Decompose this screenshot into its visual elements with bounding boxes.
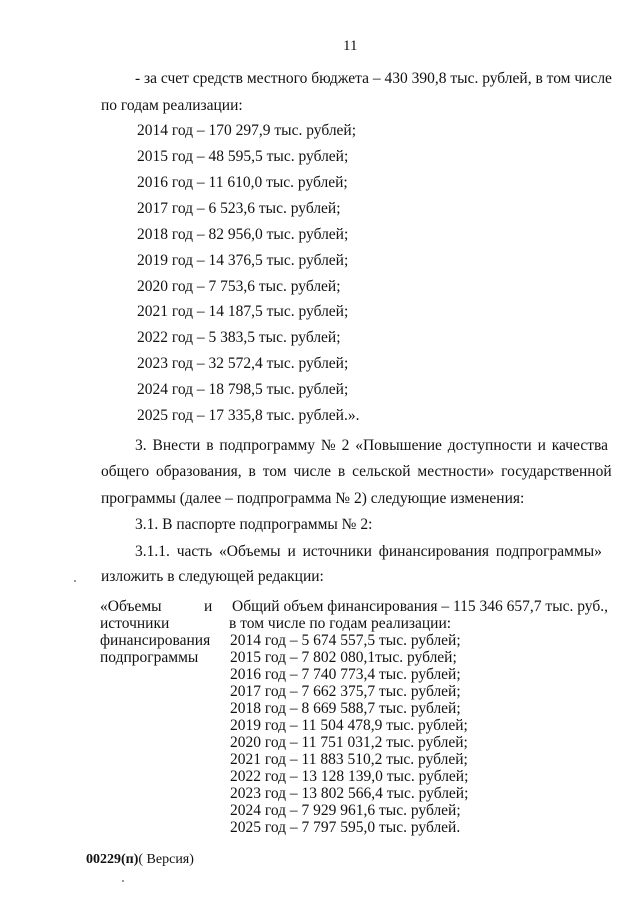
page-number: 11: [343, 38, 358, 54]
local-budget-year-2020: 2020 год – 7 753,6 тыс. рублей;: [137, 278, 341, 295]
financing-year-2025: 2025 год – 7 797 595,0 тыс. рублей.: [230, 819, 461, 836]
financing-label-line3: финансирования: [100, 632, 211, 649]
financing-year-2022: 2022 год – 13 128 139,0 тыс. рублей;: [230, 768, 469, 785]
financing-label-line1: [100, 598, 213, 615]
financing-label-line4: подпрограммы: [100, 649, 199, 666]
local-budget-year-2014: 2014 год – 170 297,9 тыс. рублей;: [137, 122, 357, 139]
item3-line3: программы (далее – подпрограмма № 2) следующие изменения:: [101, 490, 525, 507]
local-budget-year-2021: 2021 год – 14 187,5 тыс. рублей;: [137, 303, 349, 320]
item311-line1: 3.1.1. часть «Объемы и источники финансирования подпрограммы»: [135, 543, 602, 560]
item3-line1: 3. Внести в подпрограмму № 2 «Повышение доступности и качества: [135, 437, 609, 454]
financing-year-2019: 2019 год – 11 504 478,9 тыс. рублей;: [230, 717, 468, 734]
financing-subtitle: в том числе по годам реализации:: [229, 615, 452, 632]
local-budget-year-2017: 2017 год – 6 523,6 тыс. рублей;: [137, 200, 341, 217]
local-budget-intro-line2: по годам реализации:: [101, 97, 243, 114]
footer-code: 00229(п): [86, 852, 139, 867]
financing-year-2024: 2024 год – 7 929 961,6 тыс. рублей;: [230, 802, 461, 819]
item311-line2: изложить в следующей редакции:: [101, 568, 324, 585]
local-budget-year-2022: 2022 год – 5 383,5 тыс. рублей;: [137, 329, 341, 346]
local-budget-year-2025: 2025 год – 17 335,8 тыс. рублей.».: [137, 407, 360, 424]
local-budget-year-2018: 2018 год – 82 956,0 тыс. рублей;: [137, 226, 349, 243]
financing-year-2014: 2014 год – 5 674 557,5 тыс. рублей;: [230, 632, 461, 649]
footer-version: ( Версия): [138, 852, 194, 867]
scan-speck: [74, 580, 76, 582]
footer: [86, 852, 194, 868]
financing-year-2016: 2016 год – 7 740 773,4 тыс. рублей;: [230, 666, 461, 683]
financing-year-2017: 2017 год – 7 662 375,7 тыс. рублей;: [230, 683, 461, 700]
financing-label-volumes: «Объемы: [100, 598, 162, 615]
local-budget-intro-line1: - за счет средств местного бюджета – 430 390,8 тыс. рублей, в том числе: [135, 70, 612, 87]
item31-text: 3.1. В паспорте подпрограммы № 2:: [135, 516, 373, 533]
financing-year-2023: 2023 год – 13 802 566,4 тыс. рублей;: [230, 785, 469, 802]
local-budget-year-2019: 2019 год – 14 376,5 тыс. рублей;: [137, 252, 349, 269]
item3-line2: общего образования, в том числе в сельской местности» государственной: [101, 463, 612, 480]
financing-year-2020: 2020 год – 11 751 031,2 тыс. рублей;: [230, 734, 468, 751]
financing-label-line2: источники: [100, 615, 170, 632]
financing-total: Общий объем финансирования – 115 346 657,7 тыс. руб.,: [232, 598, 608, 615]
financing-year-2021: 2021 год – 11 883 510,2 тыс. рублей;: [230, 751, 468, 768]
scan-speck: [122, 880, 124, 882]
local-budget-year-2015: 2015 год – 48 595,5 тыс. рублей;: [137, 148, 349, 165]
local-budget-year-2016: 2016 год – 11 610,0 тыс. рублей;: [137, 174, 348, 191]
local-budget-year-2023: 2023 год – 32 572,4 тыс. рублей;: [137, 355, 349, 372]
financing-year-2018: 2018 год – 8 669 588,7 тыс. рублей;: [230, 700, 461, 717]
local-budget-year-2024: 2024 год – 18 798,5 тыс. рублей;: [137, 381, 349, 398]
financing-label-and: и: [204, 598, 213, 615]
financing-year-2015: 2015 год – 7 802 080,1тыс. рублей;: [230, 649, 457, 666]
